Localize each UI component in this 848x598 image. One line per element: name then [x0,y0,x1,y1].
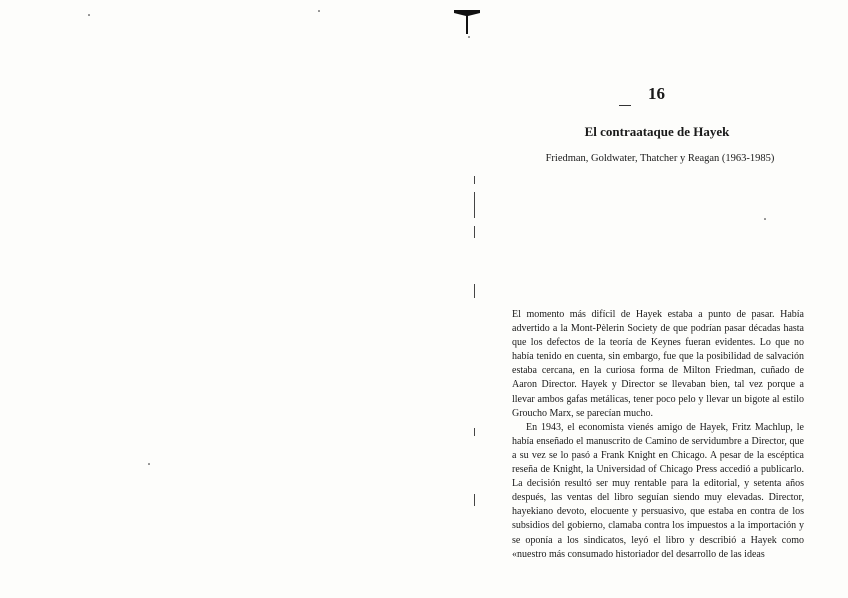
paragraph: El momento más difícil de Hayek estaba a punto de pasar. Había advertido a la Mont-Pèlerin Society de que podrían pasar décadas hasta que los defectos de la teoría de Keynes fueran evidentes. Lo que no había tenido en cuenta, sin embargo, fue que la posibilidad de salvación estaba cercana, en la curiosa forma de Milton Friedman, cuñado de Aaron Director. Hayek y Director se llevaban bien, tal vez porque a llevar ambos gafas metálicas, tener poco pelo y llevar un bigote al estilo Groucho Marx, se parecían mucho. [512,309,804,419]
gutter-mark [474,176,475,184]
chapter-number-rule [619,105,631,106]
chapter-number: 16 [648,84,665,103]
speck [468,36,470,38]
body-text [512,308,804,562]
speck [318,10,320,12]
paragraph: En 1943, el economista vienés amigo de Hayek, Fritz Machlup, le había enseñado el manuscrito de Camino de servidumbre a Director, que a su vez se lo pasó a Frank Knight en Chicago. A pesar de la escéptica reseña de Knight, la Universidad of Chicago Press accedió a publicarlo. La decisión resultó ser muy rentable para la editorial, y setenta años después, las ventas del libro seguían siendo muy elevadas. Director, hayekiano devoto, elocuente y persuasivo, que estaba en contra de los subsidios del gobierno, clamaba contra los impuestos a la importación y se oponía a los sindicatos, leyó el libro y describió a Hayek como «nuestro más consumado historiador del desarrollo de las ideas [512,421,804,560]
gutter-mark [474,226,475,238]
speck [88,14,90,16]
gutter-mark [474,192,475,218]
gutter-mark [474,494,475,506]
chapter-title: El contraataque de Hayek [584,124,730,139]
crop-mark-icon [452,4,482,34]
gutter-mark [474,284,475,298]
chapter-subtitle: Friedman, Goldwater, Thatcher y Reagan (1963-1985) [545,153,775,164]
speck [148,463,150,465]
gutter-mark [474,428,475,436]
speck [764,218,766,220]
